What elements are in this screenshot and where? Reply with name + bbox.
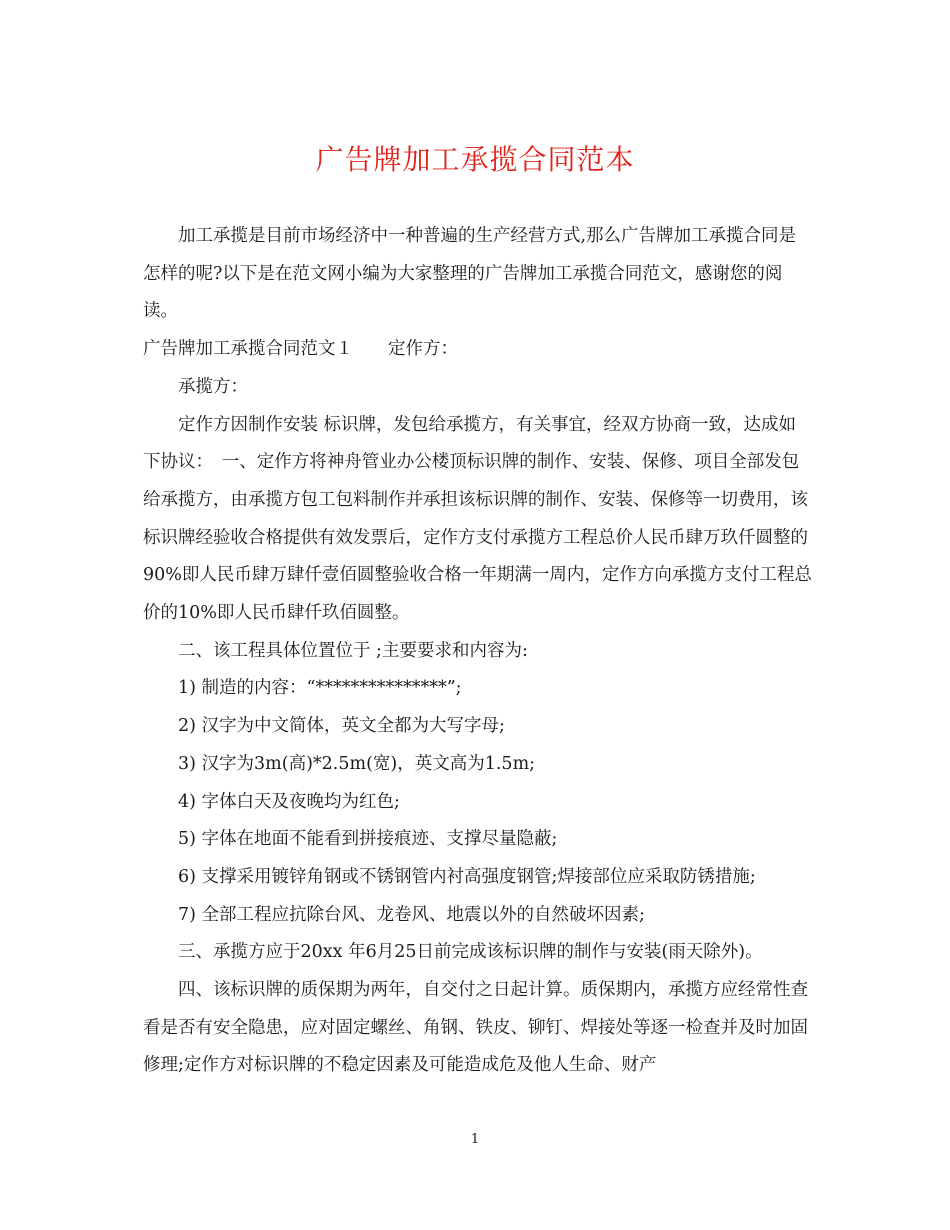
paragraph-contractor: 承揽方： xyxy=(178,376,248,397)
list-item-5: 5) 字体在地面不能看到拼接痕迹、支撑尽量隐蔽; xyxy=(178,829,558,850)
list-item-3: 3) 汉字为3m(高)*2.5m(宽)，英文高为1.5m; xyxy=(178,753,536,774)
paragraph-clause-1: 定作方因制作安装 标识牌，发包给承揽方，有关事宜，经双方协商一致，达成如下协议： 一、定作方将神舟管业办公楼顶标识牌的制作、安装、保修、项目全部发包给承揽方，由承揽方包工包料制作并承担该标识牌的制作、安装、保修等一切费用，该标识牌经验收合格提供有效发票后，定作方支付承揽方工程总价人民币肆万玖仟圆整的90%即人民币肆万肆仟壹佰圆整验收合格一年期满一周内，定作方向承揽方支付工程总价的10%即人民币肆仟玖佰圆整。 xyxy=(143,414,812,624)
list-item-6: 6) 支撑采用镀锌角钢或不锈钢管内衬高强度钢管;焊接部位应采取防锈措施; xyxy=(178,866,756,887)
list-item-7: 7) 全部工程应抗除台风、龙卷风、地震以外的自然破坏因素; xyxy=(178,904,645,925)
paragraph-clause-4: 四、该标识牌的质保期为两年，自交付之日起计算。质保期内，承揽方应经常性查看是否有安全隐患，应对固定螺丝、角钢、铁皮、铆钉、焊接处等逐一检查并及时加固修理;定作方对标识牌的不稳定因素及可能造成危及他人生命、财产 xyxy=(143,980,808,1076)
paragraph-contract-heading: 广告牌加工承揽合同范文１ 定作方： xyxy=(143,339,458,360)
list-item-2: 2) 汉字为中文简体，英文全都为大写字母; xyxy=(178,716,505,737)
document-body xyxy=(143,218,813,1085)
document-title: 广告牌加工承揽合同范本 xyxy=(315,143,635,176)
page-number: 1 xyxy=(470,1132,480,1147)
paragraph-intro: 加工承揽是目前市场经济中一种普遍的生产经营方式,那么广告牌加工承揽合同是怎样的呢?以下是在范文网小编为大家整理的广告牌加工承揽合同范文，感谢您的阅读。 xyxy=(143,226,797,322)
list-item-4: 4) 字体白天及夜晚均为红色; xyxy=(178,791,400,812)
list-item-1: 1) 制造的内容：“***************”; xyxy=(178,678,462,699)
paragraph-clause-2: 二、该工程具体位置位于 ;主要要求和内容为: xyxy=(178,640,528,661)
paragraph-clause-3: 三、承揽方应于20xx 年6月25日前完成该标识牌的制作与安装(雨天除外)。 xyxy=(178,942,763,963)
